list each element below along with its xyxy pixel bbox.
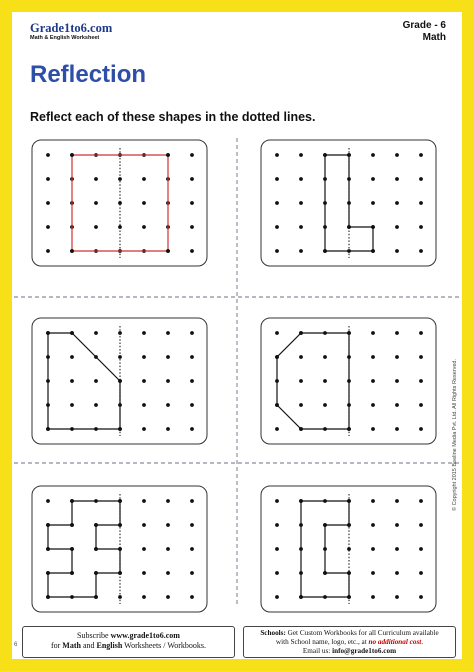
grid-dot [142,355,146,359]
grid-dot [275,177,279,181]
shape-vertex-dot [299,331,303,335]
grid-dot [371,177,375,181]
shape-vertex-dot [118,499,122,503]
grid-dot [46,249,50,253]
shape-vertex-dot [70,331,74,335]
shape-vertex-dot [46,427,50,431]
grid-dot [419,201,423,205]
grid-dot [190,177,194,181]
grid-dot [371,547,375,551]
grid-dot [190,403,194,407]
grid-dot [323,355,327,359]
grid-dot [166,571,170,575]
grid-dot [46,153,50,157]
subscribe-for: for [50,641,63,650]
shape-vertex-dot [46,523,50,527]
grid-dot [371,523,375,527]
grid-dot [371,355,375,359]
grid-dot [166,355,170,359]
grid-dot [419,355,423,359]
shape-vertex-dot [299,499,303,503]
grid-dot [118,595,122,599]
grid-dot [190,153,194,157]
page-number: 6 [14,642,18,648]
grid-dot [395,201,399,205]
grid-dot [323,379,327,383]
instruction-text: Reflect each of these shapes in the dotted lines. [30,110,316,124]
grid-dot [46,177,50,181]
grid-dot [118,331,122,335]
subscribe-prefix: Subscribe [77,631,111,640]
grid-dot [94,177,98,181]
grid-dot [190,225,194,229]
grid-dot [166,547,170,551]
schools-line-3 [244,647,455,656]
schools-box [243,626,456,658]
shape-vertex-dot [323,523,327,527]
grid-dot [94,201,98,205]
grid-dot [142,331,146,335]
grid-dot [275,225,279,229]
grid-dot [190,379,194,383]
grid-dot [275,153,279,157]
shape-vertex-dot [118,379,122,383]
grid-dot [299,201,303,205]
shape-vertex-dot [94,571,98,575]
subject-text: Math [422,32,446,43]
grid-dot [118,177,122,181]
grid-dot [371,153,375,157]
shape-vertex-dot [347,225,351,229]
shape-vertex-dot [347,331,351,335]
grid-dot [299,403,303,407]
grid-dot [94,379,98,383]
shape-vertex-dot [323,249,327,253]
grid-dot [190,249,194,253]
grid-dot [395,571,399,575]
grid-dot [419,177,423,181]
grid-dot [419,547,423,551]
grid-dot [371,571,375,575]
grid-dot [190,547,194,551]
shape-vertex-dot [118,523,122,527]
grid-dot [347,547,351,551]
shape-vertex-dot [347,595,351,599]
grid-dot [142,379,146,383]
grid-dot [395,595,399,599]
shape-vertex-dot [371,225,375,229]
grid-dot [299,177,303,181]
grid-dot [419,331,423,335]
grid-dot [395,379,399,383]
grid-dot [299,249,303,253]
subscribe-line-1 [23,631,234,641]
grid-dot [94,403,98,407]
shape-vertex-dot [70,499,74,503]
grid-dot [190,331,194,335]
grid-dot [419,523,423,527]
grid-dot [190,355,194,359]
grid-dot [395,547,399,551]
shape-vertex-dot [94,523,98,527]
logo-subtitle: Math & English Worksheet [30,35,100,41]
grid-dot [142,523,146,527]
grid-dot [395,499,399,503]
shape-vertex-dot [275,355,279,359]
grid-dot [275,595,279,599]
shape-vertex-dot [371,249,375,253]
grid-dot [142,403,146,407]
grid-dot [70,355,74,359]
grade-text: Grade - 6 [402,20,446,31]
grid-dot [275,523,279,527]
grid-dot [190,571,194,575]
shape-vertex-dot [70,571,74,575]
grid-dot [166,427,170,431]
grid-dot [142,225,146,229]
grid-dot [166,379,170,383]
grid-dot [395,177,399,181]
page-title: Reflection [30,61,147,88]
shape-vertex-dot [46,547,50,551]
english-word: English [96,641,123,650]
grid-dot [371,403,375,407]
subscribe-line-2 [23,641,234,651]
grid-dot [299,225,303,229]
schools-line-2 [244,638,455,647]
grid-dot [166,595,170,599]
email-link[interactable]: info@grade1to6.com [332,647,397,655]
grid-dot [166,523,170,527]
grid-dot [275,201,279,205]
grid-dot [142,499,146,503]
grid-dot [275,427,279,431]
email-prefix: Email us: [302,647,333,655]
grid-dot [395,153,399,157]
grid-dot [142,177,146,181]
shape-vertex-dot [118,427,122,431]
schools-text: Get Custom Workbooks for all Curriculum available [285,629,439,637]
grid-dot [371,379,375,383]
grid-dot [419,249,423,253]
grid-dot [395,249,399,253]
shape-vertex-dot [70,523,74,527]
grid-dot [142,571,146,575]
shape-vertex-dot [323,153,327,157]
grid-dot [142,547,146,551]
shape-vertex-dot [46,331,50,335]
shape-vertex-dot [299,427,303,431]
grid-dot [395,225,399,229]
grid-dot [118,225,122,229]
grid-dot [419,153,423,157]
grid-dot [275,499,279,503]
shape-vertex-dot [46,571,50,575]
grid-dot [395,427,399,431]
shape-vertex-dot [275,403,279,407]
shape-vertex-dot [94,595,98,599]
grid-dot [395,331,399,335]
shape-vertex-dot [70,547,74,551]
shape-vertex-dot [347,427,351,431]
grid-dot [419,595,423,599]
and-word: and [80,641,97,650]
grid-dot [46,499,50,503]
subscribe-box [22,626,235,658]
logo-text: Grade1to6.com [30,21,113,35]
shape-vertex-dot [166,249,170,253]
grid-dot [395,355,399,359]
worksheets-word: Worksheets / Workbooks. [122,641,207,650]
grid-dot [142,201,146,205]
grid-dot [70,403,74,407]
grid-dot [142,595,146,599]
grid-dot [419,403,423,407]
grid-dot [419,499,423,503]
grid-dot [190,523,194,527]
grid-dot [46,225,50,229]
shape-vertex-dot [347,523,351,527]
grid-dot [371,595,375,599]
schools-line-2-prefix: with School name, logo, etc., at [275,638,369,646]
schools-line-2-suffix: . [421,638,424,646]
shape-vertex-dot [347,153,351,157]
shape-vertex-dot [299,595,303,599]
grid-dot [419,379,423,383]
grid-dot [275,571,279,575]
grid-dot [190,595,194,599]
grid-dot [190,427,194,431]
shape-vertex-dot [70,153,74,157]
grid-dot [371,499,375,503]
grid-dot [371,427,375,431]
schools-label: Schools: [260,629,286,637]
grid-dot [118,201,122,205]
copyright-notice: © Copyright 2015 Beeline Media Pvt. Ltd. All Rights Reserved. [452,358,458,512]
grid-dot [94,225,98,229]
shape-vertex-dot [118,547,122,551]
shape-vertex-dot [118,571,122,575]
grid-dot [142,427,146,431]
grid-dot [46,201,50,205]
grid-dot [419,427,423,431]
grid-dot [70,379,74,383]
shape-vertex-dot [70,249,74,253]
grid-dot [166,499,170,503]
grid-dot [299,379,303,383]
shape-vertex-dot [94,547,98,551]
grid-dot [395,523,399,527]
grid-dot [275,249,279,253]
grid-dot [118,355,122,359]
shape-vertex-dot [323,571,327,575]
grid-dot [275,331,279,335]
grid-dot [299,355,303,359]
grid-dot [395,403,399,407]
grid-dot [190,201,194,205]
grid-dot [166,403,170,407]
grid-dot [94,331,98,335]
shape-vertex-dot [347,571,351,575]
shape-vertex-dot [166,153,170,157]
grid-dot [371,201,375,205]
grid-dot [371,331,375,335]
grid-dot [190,499,194,503]
grid-dot [275,547,279,551]
shape-vertex-dot [46,595,50,599]
grid-dot [299,153,303,157]
website-link[interactable]: www.grade1to6.com [110,631,180,640]
grid-dot [419,225,423,229]
grid-dot [419,571,423,575]
grid-dot [166,331,170,335]
no-cost-text: no additional cost [368,638,422,646]
shape-vertex-dot [347,499,351,503]
schools-line-1 [244,629,455,638]
math-word: Math [62,641,81,650]
grid-dot [323,403,327,407]
